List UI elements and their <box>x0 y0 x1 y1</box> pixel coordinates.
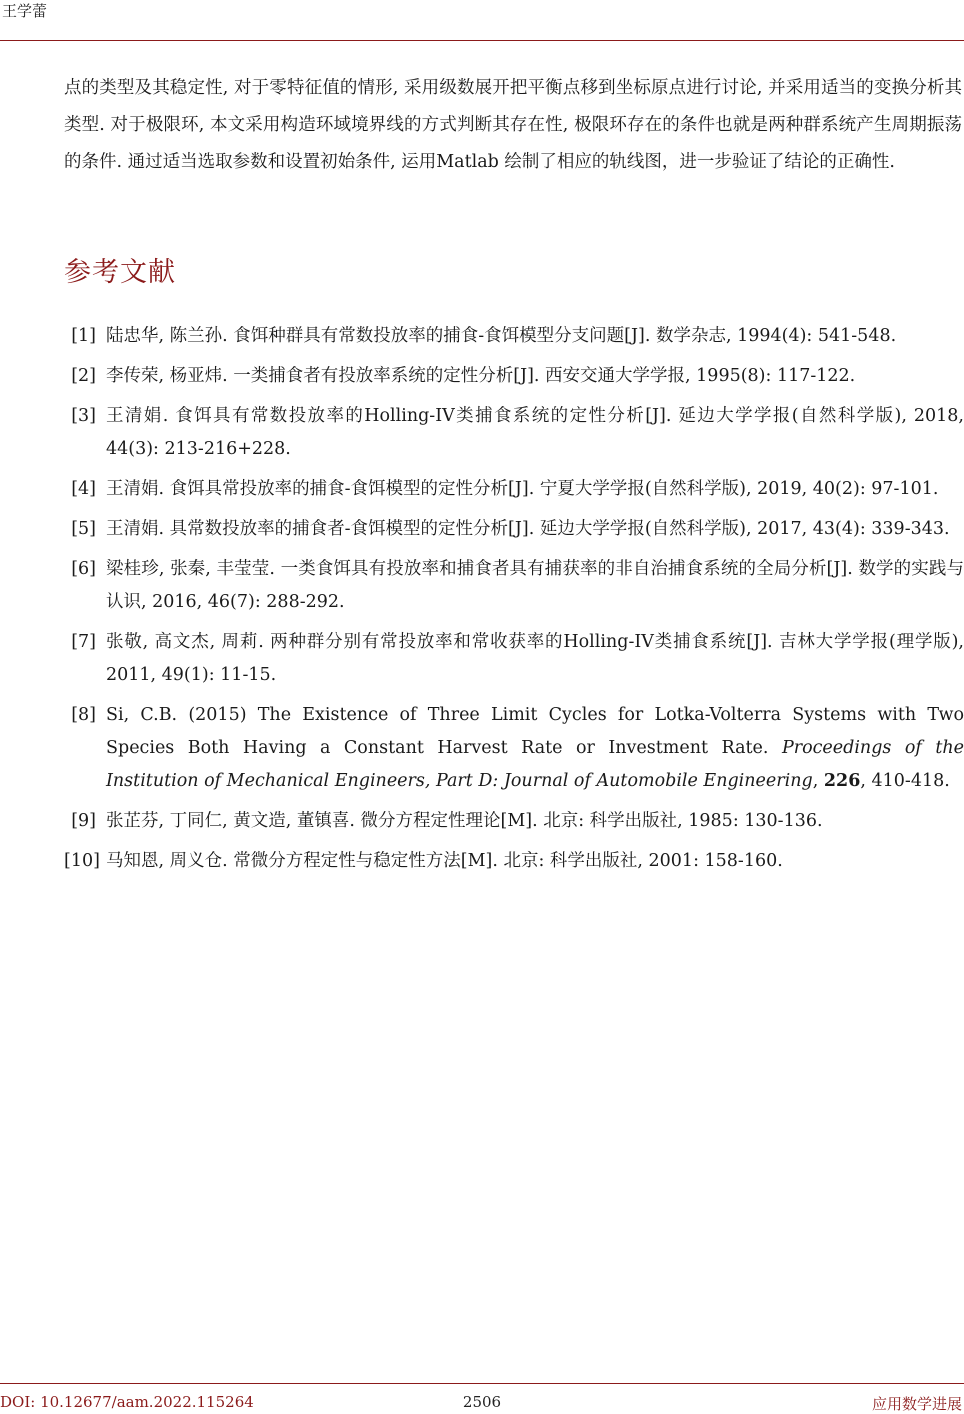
reference-item <box>64 513 964 546</box>
reference-text: 陆忠华, 陈兰孙. 食饵种群具有常数投放率的捕食-食饵模型分支问题[J]. 数学杂志, 1994(4): 541-548. <box>106 326 897 346</box>
reference-citation: Si, C.B. (2015) The Existence of Three Limit Cycles for Lotka-Volterra Systems with Two Species Both Having a Constant Harvest Rate or Investment Rate. <box>106 705 964 758</box>
reference-item <box>64 626 964 692</box>
reference-number: [9] <box>71 811 96 831</box>
reference-number: [6] <box>71 559 96 579</box>
reference-text: 王清娟. 具常数投放率的捕食者-食饵模型的定性分析[J]. 延边大学学报(自然科学版), 2017, 43(4): 339-343. <box>106 519 950 539</box>
reference-item <box>64 360 964 393</box>
reference-text: 李传荣, 杨亚炜. 一类捕食者有投放率系统的定性分析[J]. 西安交通大学学报, 1995(8): 117-122. <box>106 366 856 386</box>
page-number: 2506 <box>462 1393 502 1411</box>
reference-number: [3] <box>71 406 96 426</box>
running-header-author: 王学蕾 <box>2 2 48 20</box>
reference-text: 张芷芬, 丁同仁, 黄文造, 董镇喜. 微分方程定性理论[M]. 北京: 科学出版社, 1985: 130-136. <box>106 811 823 831</box>
reference-item <box>64 845 964 878</box>
reference-text: 王清娟. 食饵具常投放率的捕食-食饵模型的定性分析[J]. 宁夏大学学报(自然科学版), 2019, 40(2): 97-101. <box>106 479 939 499</box>
reference-number: [5] <box>71 519 96 539</box>
body-paragraph: 点的类型及其稳定性, 对于零特征值的情形, 采用级数展开把平衡点移到坐标原点进行讨论, 并采用适当的变换分析其类型. 对于极限环, 本文采用构造环域境界线的方式判断其存在性, 极限环存在的条件也就是两种群系统产生周期振荡的条件. 通过适当选取参数和设置初始条件, 运用Matlab 绘制了相应的轨线图，进一步验证了结论的正确性. <box>64 78 962 172</box>
reference-pages: , 410-418. <box>860 771 950 791</box>
header-divider <box>0 40 964 41</box>
reference-text: 马知恩, 周义仓. 常微分方程定性与稳定性方法[M]. 北京: 科学出版社, 2001: 158-160. <box>106 851 783 871</box>
reference-item <box>64 400 964 466</box>
reference-number: [4] <box>71 479 96 499</box>
reference-journal: Proceedings of the Institution of Mechanical Engineers, Part D: Journal of Automobile Engineering <box>106 738 964 791</box>
reference-number: [1] <box>71 326 96 346</box>
reference-item <box>64 805 964 838</box>
references-heading: 参考文献 <box>64 257 176 288</box>
reference-number: [8] <box>71 705 96 725</box>
journal-name: 应用数学进展 <box>871 1395 962 1413</box>
reference-item <box>64 553 964 619</box>
footer-divider <box>0 1383 964 1384</box>
reference-text: 张敬, 高文杰, 周莉. 两种群分别有常投放率和常收获率的Holling-IV类捕食系统[J]. 吉林大学学报(理学版), 2011, 49(1): 11-15. <box>106 632 964 685</box>
reference-number: [2] <box>71 366 96 386</box>
reference-volume: 226 <box>823 771 861 791</box>
reference-item <box>64 320 964 353</box>
reference-item <box>64 473 964 506</box>
reference-text: 王清娟. 食饵具有常数投放率的Holling-IV类捕食系统的定性分析[J]. 延边大学学报(自然科学版), 2018, 44(3): 213-216+228. <box>106 406 964 459</box>
reference-text: Si, C.B. (2015) The Existence of Three Limit Cycles for Lotka-Volterra Systems with Two Species Both Having a Constant Harvest Rate or Investment Rate. Proceedings of the Institution of Mechanical Engineers, Part D: Journal of Automobile Engineering, 226, 410-418. <box>106 705 964 791</box>
reference-number: [7] <box>71 632 96 652</box>
reference-number: [10] <box>64 851 100 871</box>
reference-text: 梁桂珍, 张秦, 丰莹莹. 一类食饵具有投放率和捕食者具有捕获率的非自治捕食系统的全局分析[J]. 数学的实践与认识, 2016, 46(7): 288-292. <box>106 559 964 612</box>
reference-item <box>64 699 964 798</box>
reference-list <box>64 320 964 885</box>
footer-doi-link[interactable]: DOI: 10.12677/aam.2022.115264 <box>0 1393 254 1411</box>
